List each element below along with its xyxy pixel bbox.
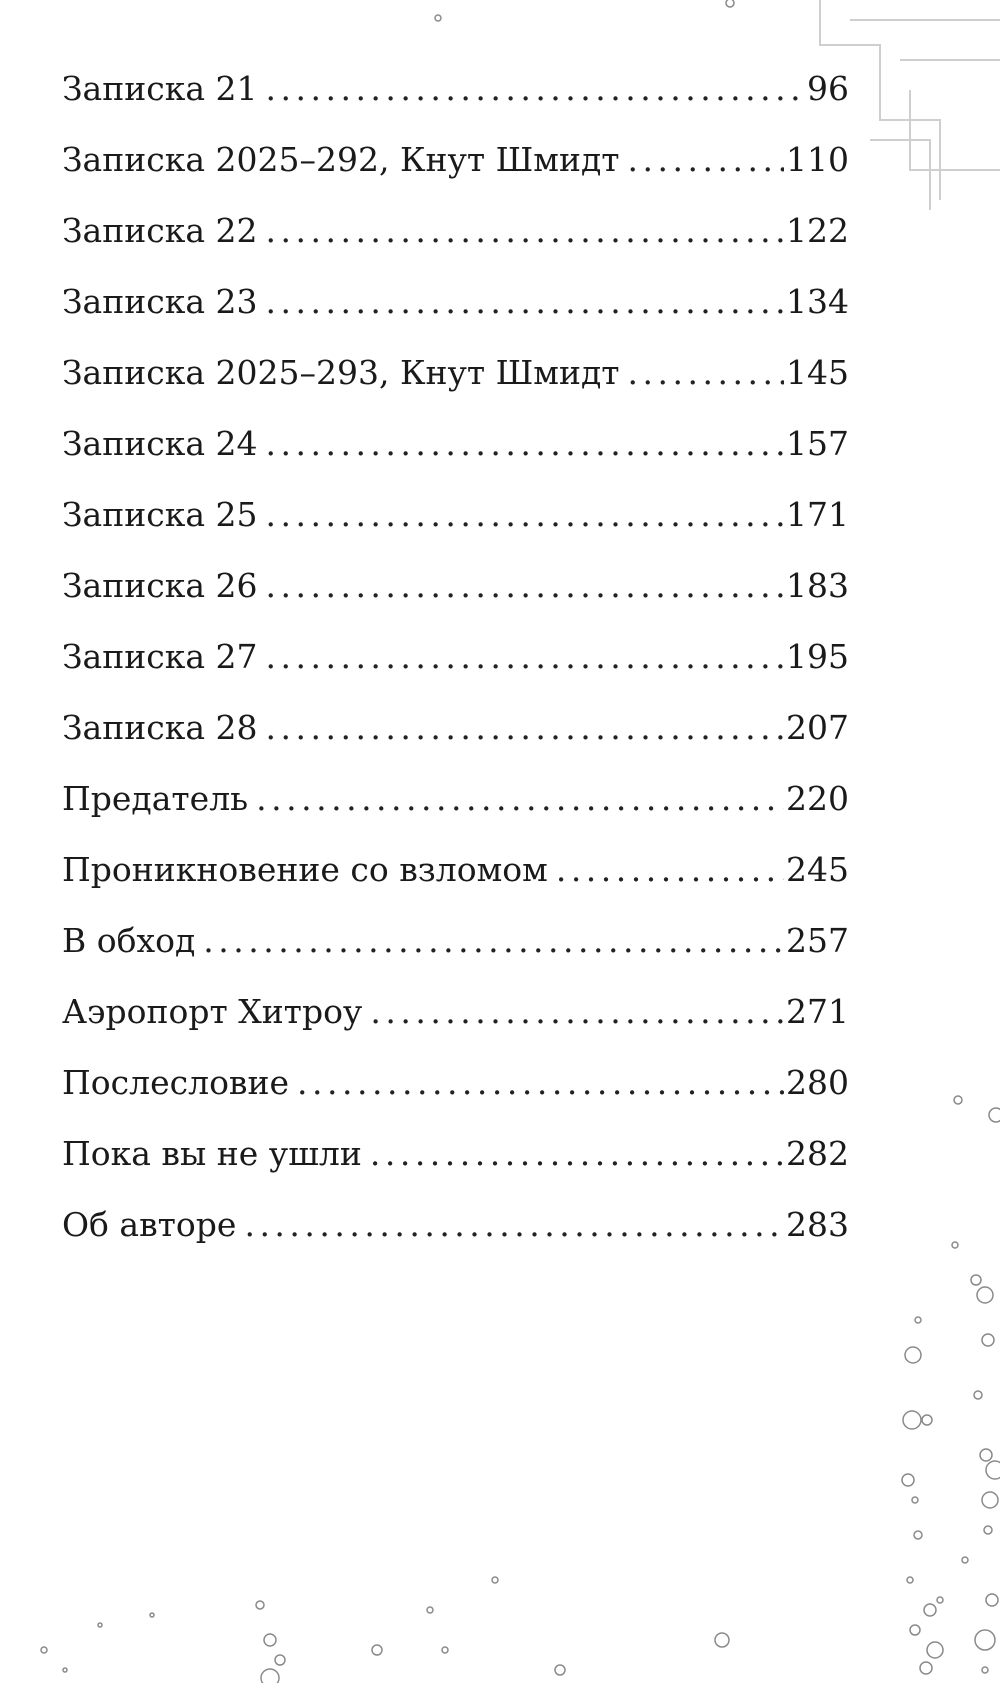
bubble-decoration <box>41 1647 47 1653</box>
bubble-decoration <box>902 1474 914 1486</box>
bubble-decoration <box>910 1625 920 1635</box>
toc-entry-title: Проникновение со взломом <box>62 850 548 889</box>
bubble-decoration <box>492 1577 498 1583</box>
bubble-decoration <box>715 1633 729 1647</box>
toc-entry-title: Аэропорт Хитроу <box>62 992 363 1031</box>
toc-entry[interactable] <box>62 140 849 214</box>
toc-entry-page: 110 <box>786 140 849 179</box>
toc-entry-page: 257 <box>786 921 849 960</box>
toc-entry-title: Записка 22 <box>62 211 258 250</box>
toc-entry[interactable] <box>62 1134 849 1208</box>
bubble-decoration <box>980 1449 992 1461</box>
bubble-decoration <box>63 1668 67 1672</box>
bubble-decoration <box>905 1347 921 1363</box>
toc-entry-title: Записка 23 <box>62 282 258 321</box>
bubble-decoration <box>971 1275 981 1285</box>
toc-entry-page: 282 <box>786 1134 849 1173</box>
toc-entry-title: Записка 2025–293, Кнут Шмидт <box>62 353 620 392</box>
toc-dot-leader <box>266 498 785 531</box>
toc-dot-leader <box>628 356 784 389</box>
toc-dot-leader <box>370 995 784 1028</box>
toc-entry[interactable] <box>62 495 849 569</box>
bubble-decoration <box>924 1604 936 1616</box>
bubble-decoration <box>937 1597 943 1603</box>
toc-entry[interactable] <box>62 353 849 427</box>
bubble-decoration <box>986 1594 998 1606</box>
toc-dot-leader <box>266 285 785 318</box>
bubble-decoration <box>984 1526 992 1534</box>
toc-dot-leader <box>266 569 785 602</box>
bubble-decoration <box>952 1242 958 1248</box>
toc-entry-title: Послесловие <box>62 1063 290 1102</box>
toc-entry-title: Записка 25 <box>62 495 258 534</box>
toc-dot-leader <box>266 711 785 744</box>
bubble-decoration <box>915 1317 921 1323</box>
toc-entry[interactable] <box>62 424 849 498</box>
bubble-decoration <box>150 1613 154 1617</box>
toc-entry-page: 122 <box>786 211 849 250</box>
bubble-decoration <box>927 1642 943 1658</box>
toc-entry[interactable] <box>62 921 849 995</box>
toc-entry[interactable] <box>62 992 849 1066</box>
bubble-decoration <box>974 1391 982 1399</box>
bubble-decoration <box>261 1669 279 1683</box>
toc-entry-page: 183 <box>786 566 849 605</box>
toc-entry-title: В обход <box>62 921 196 960</box>
toc-entry-title: Записка 28 <box>62 708 258 747</box>
toc-entry-page: 245 <box>786 850 849 889</box>
table-of-contents <box>62 69 849 1279</box>
bubble-decoration <box>920 1662 932 1674</box>
toc-dot-leader <box>266 214 785 247</box>
bubble-decoration <box>975 1630 995 1650</box>
toc-entry-page: 157 <box>786 424 849 463</box>
toc-entry[interactable] <box>62 850 849 924</box>
bubble-decoration <box>903 1411 921 1429</box>
bubble-decoration <box>912 1497 918 1503</box>
toc-dot-leader <box>297 1066 784 1099</box>
bubble-decoration <box>982 1667 988 1673</box>
toc-entry-title: Пока вы не ушли <box>62 1134 362 1173</box>
bubble-decoration <box>264 1634 276 1646</box>
bubble-decoration <box>982 1492 998 1508</box>
bubble-decoration <box>435 15 441 21</box>
toc-dot-leader <box>203 924 784 957</box>
toc-entry-page: 145 <box>786 353 849 392</box>
toc-entry[interactable] <box>62 566 849 640</box>
toc-entry[interactable] <box>62 779 849 853</box>
toc-entry-title: Об авторе <box>62 1205 237 1244</box>
toc-entry[interactable] <box>62 1205 849 1279</box>
toc-entry-page: 134 <box>786 282 849 321</box>
toc-entry-title: Записка 21 <box>62 69 258 108</box>
toc-entry-title: Записка 27 <box>62 637 258 676</box>
toc-entry-title: Записка 24 <box>62 424 258 463</box>
bubble-decoration <box>907 1577 913 1583</box>
bubble-decoration <box>982 1334 994 1346</box>
toc-entry[interactable] <box>62 637 849 711</box>
toc-dot-leader <box>266 427 785 460</box>
toc-entry[interactable] <box>62 282 849 356</box>
toc-dot-leader <box>628 143 784 176</box>
bubble-decoration <box>954 1096 962 1104</box>
bubble-decoration <box>986 1461 1000 1479</box>
toc-entry-page: 207 <box>786 708 849 747</box>
bubble-decoration <box>962 1557 968 1563</box>
toc-entry-page: 283 <box>786 1205 849 1244</box>
bubble-decoration <box>372 1645 382 1655</box>
toc-entry-page: 280 <box>786 1063 849 1102</box>
toc-entry[interactable] <box>62 1063 849 1137</box>
toc-dot-leader <box>556 853 784 886</box>
toc-entry[interactable] <box>62 69 849 143</box>
bubble-decoration <box>914 1531 922 1539</box>
bubble-decoration <box>726 0 734 7</box>
toc-dot-leader <box>256 782 784 815</box>
toc-entry-page: 96 <box>807 69 849 108</box>
toc-entry-page: 195 <box>786 637 849 676</box>
bubble-decoration <box>989 1108 1000 1122</box>
toc-dot-leader <box>370 1137 784 1170</box>
toc-entry[interactable] <box>62 211 849 285</box>
toc-dot-leader <box>266 640 785 673</box>
toc-entry-page: 220 <box>786 779 849 818</box>
toc-entry-page: 271 <box>786 992 849 1031</box>
toc-entry-title: Записка 26 <box>62 566 258 605</box>
bubble-decoration <box>977 1287 993 1303</box>
bubble-decoration <box>275 1655 285 1665</box>
bubble-decoration <box>442 1647 448 1653</box>
toc-dot-leader <box>244 1208 784 1241</box>
toc-entry-title: Записка 2025–292, Кнут Шмидт <box>62 140 620 179</box>
toc-dot-leader <box>266 72 806 105</box>
bubble-decoration <box>98 1623 102 1627</box>
toc-entry-page: 171 <box>786 495 849 534</box>
toc-entry[interactable] <box>62 708 849 782</box>
bubble-decoration <box>256 1601 264 1609</box>
bubble-decoration <box>922 1415 932 1425</box>
bubble-decoration <box>555 1665 565 1675</box>
toc-entry-title: Предатель <box>62 779 249 818</box>
bubble-decoration <box>427 1607 433 1613</box>
